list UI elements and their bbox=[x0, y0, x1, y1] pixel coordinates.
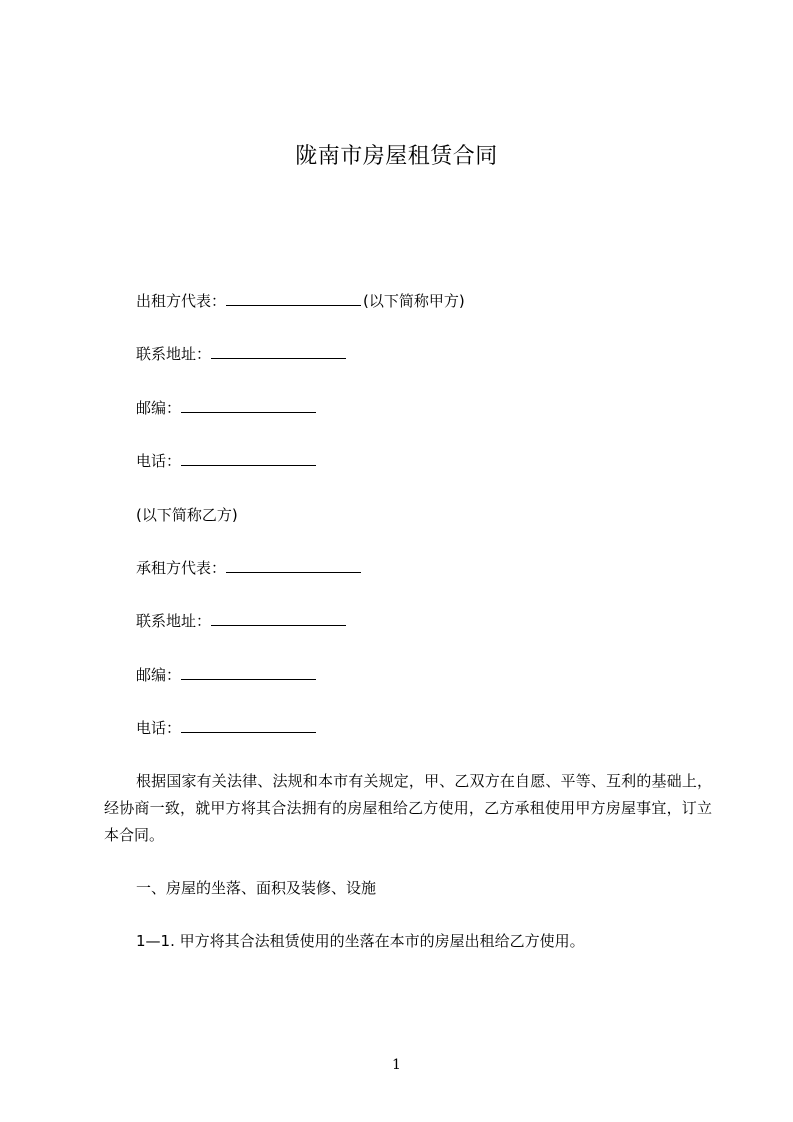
party-a-address-label: 联系地址： bbox=[136, 345, 212, 363]
page-number: 1 bbox=[392, 1057, 401, 1073]
party-a-address-blank bbox=[211, 344, 346, 359]
party-b-postcode-label: 邮编： bbox=[136, 666, 182, 684]
party-a-postcode-line bbox=[136, 398, 318, 418]
preamble-paragraph: 根据国家有关法律、法规和本市有关规定，甲、乙双方在自愿、平等、互利的基础上，经协商一致，就甲方将其合法拥有的房屋租给乙方使用，乙方承租使用甲方房屋事宜，订立本合同。 bbox=[104, 772, 712, 844]
party-b-phone-label: 电话： bbox=[136, 719, 182, 737]
party-a-rep-suffix: (以下简称甲方) bbox=[363, 292, 465, 310]
party-b-postcode-blank bbox=[181, 665, 316, 680]
party-b-rep-blank bbox=[226, 558, 361, 573]
party-b-address-blank bbox=[211, 611, 346, 626]
clause-1-1: 1—1. 甲方将其合法租赁使用的坐落在本市的房屋出租给乙方使用。 bbox=[136, 932, 585, 950]
party-a-phone-blank bbox=[181, 451, 316, 466]
contract-title: 陇南市房屋租赁合同 bbox=[295, 144, 498, 169]
party-a-postcode-blank bbox=[181, 398, 316, 413]
section-1-heading: 一、房屋的坐落、面积及装修、设施 bbox=[136, 879, 377, 897]
party-a-phone-label: 电话： bbox=[136, 452, 182, 470]
party-b-representative-line bbox=[136, 558, 363, 578]
party-b-rep-label: 承租方代表： bbox=[136, 559, 227, 577]
party-b-phone-line bbox=[136, 718, 318, 738]
party-b-address-label: 联系地址： bbox=[136, 612, 212, 630]
party-a-postcode-label: 邮编： bbox=[136, 399, 182, 417]
party-a-rep-label: 出租方代表： bbox=[136, 292, 227, 310]
party-a-phone-line bbox=[136, 451, 318, 471]
party-a-rep-blank bbox=[226, 291, 361, 306]
party-b-phone-blank bbox=[181, 718, 316, 733]
party-b-address-line bbox=[136, 611, 348, 631]
party-b-alias-line: (以下简称乙方) bbox=[136, 506, 238, 524]
party-a-representative-line bbox=[136, 291, 465, 311]
party-b-postcode-line bbox=[136, 665, 318, 685]
party-a-address-line bbox=[136, 344, 348, 364]
